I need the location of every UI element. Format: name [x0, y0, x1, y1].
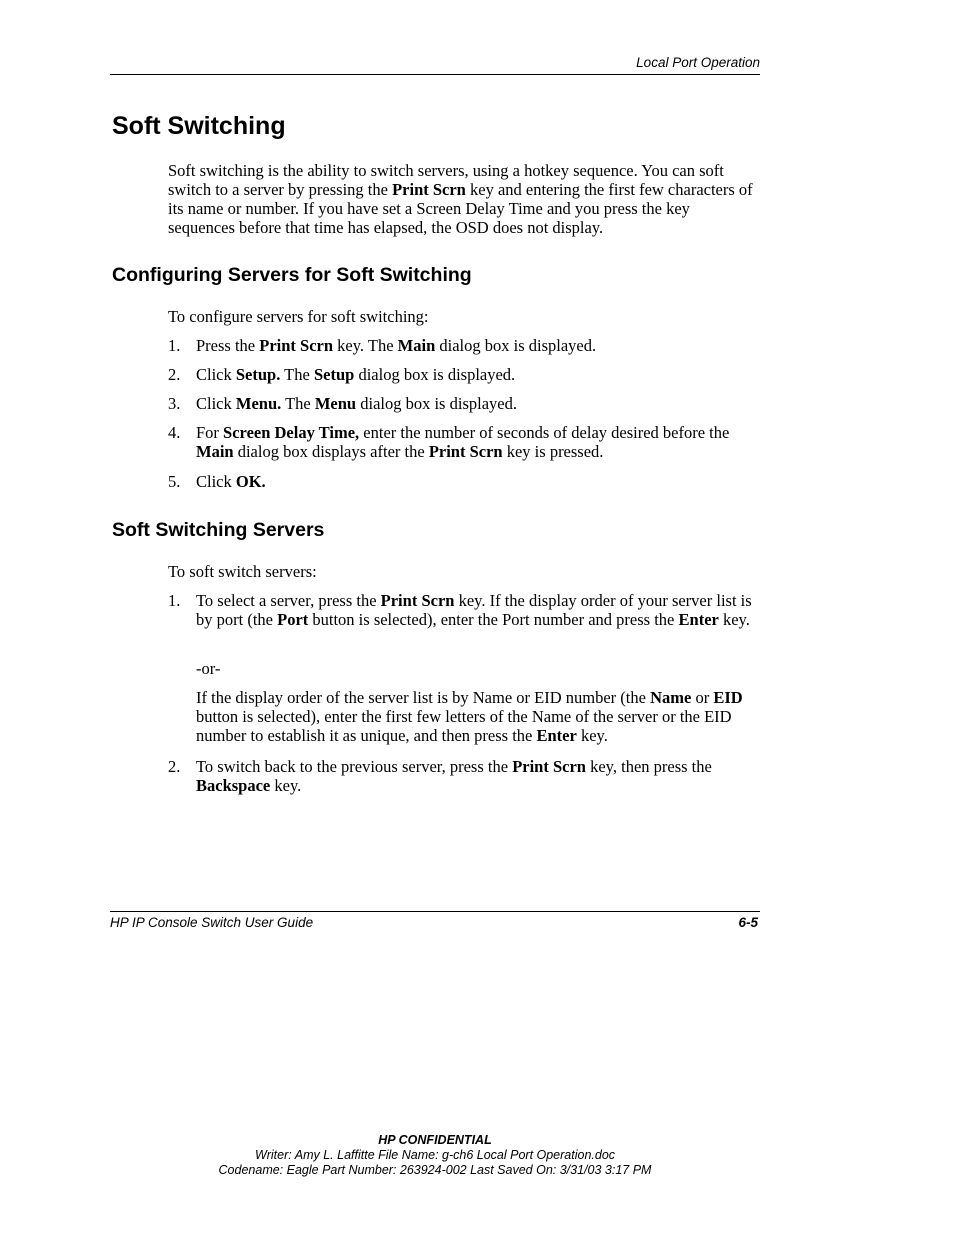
footer-guide-title: HP IP Console Switch User Guide — [110, 915, 314, 930]
configuring-intro: To configure servers for soft switching: — [168, 307, 429, 326]
step-number: 3. — [168, 394, 181, 413]
bold-term: Main — [196, 442, 234, 461]
switching-intro: To soft switch servers: — [168, 562, 317, 581]
section-title: Soft Switching — [112, 112, 286, 140]
step-number: 4. — [168, 423, 181, 442]
configuring-step — [168, 394, 760, 413]
running-footer — [110, 911, 760, 930]
step-number: 5. — [168, 472, 181, 491]
bold-term: Setup. — [235, 365, 281, 384]
bold-term: Setup — [313, 365, 355, 384]
confidential-codename-line: Codename: Eagle Part Number: 263924-002 Last Saved On: 3/31/03 3:17 PM — [218, 1163, 652, 1177]
step-text: Click Setup. The Setup dialog box is displayed. — [196, 365, 516, 384]
bold-term: Menu. — [235, 394, 282, 413]
running-header — [110, 55, 760, 75]
step-number: 2. — [168, 365, 181, 384]
step-alt-text: If the display order of the server list is by Name or EID number (the Name or EID button is selected), enter the first few letters of the Name of the server or the EID number to establish it as unique, and then press the Enter key. — [196, 688, 743, 745]
confidential-label: HP CONFIDENTIAL — [378, 1133, 492, 1147]
switching-step-alt — [168, 688, 760, 745]
configuring-step — [168, 336, 760, 355]
bold-term: Screen Delay Time, — [223, 423, 360, 442]
section-intro: Soft switching is the ability to switch servers, using a hotkey sequence. You can soft switch to a server by pressing the Print Scrn key and entering the first few characters of its name or number. If you have set a Screen Delay Time and you press the key sequences before that time has elapsed, the OSD does not display. — [168, 161, 753, 237]
switching-step-or — [168, 659, 760, 678]
bold-term: Print Scrn — [392, 180, 466, 199]
bold-term: Name — [650, 688, 692, 707]
bold-term: Backspace — [196, 776, 271, 795]
step-text: To switch back to the previous server, press the Print Scrn key, then press the Backspace key. — [196, 757, 712, 795]
step-number: 1. — [168, 336, 181, 355]
bold-term: Menu — [314, 394, 357, 413]
bold-term: Print Scrn — [380, 591, 455, 610]
configuring-step — [168, 423, 760, 461]
switching-heading: Soft Switching Servers — [112, 519, 325, 541]
step-number: 2. — [168, 757, 181, 776]
switching-step — [168, 757, 760, 795]
configuring-heading: Configuring Servers for Soft Switching — [112, 264, 472, 286]
configuring-step — [168, 365, 760, 384]
bold-term: OK. — [235, 472, 266, 491]
bold-term: Port — [277, 610, 309, 629]
confidential-block — [0, 1133, 870, 1178]
bold-term: Print Scrn — [512, 757, 586, 776]
step-text: For Screen Delay Time, enter the number of seconds of delay desired before the Main dialog box displays after the Print Scrn key is pressed. — [196, 423, 730, 461]
bold-term: Enter — [536, 726, 577, 745]
page-number: 6-5 — [738, 915, 758, 930]
or-separator: -or- — [196, 659, 221, 678]
confidential-writer-line: Writer: Amy L. Laffitte File Name: g-ch6 Local Port Operation.doc — [254, 1148, 616, 1162]
step-text: Press the Print Scrn key. The Main dialog box is displayed. — [196, 336, 597, 355]
header-section-title: Local Port Operation — [636, 55, 760, 70]
step-text: Click Menu. The Menu dialog box is displayed. — [196, 394, 517, 413]
bold-term: Print Scrn — [259, 336, 334, 355]
step-text: Click OK. — [196, 472, 266, 491]
configuring-step — [168, 472, 760, 491]
step-text: To select a server, press the Print Scrn key. If the display order of your server list is by port (the Port button is selected), enter the Port number and press the Enter key. — [196, 591, 752, 629]
bold-term: EID — [713, 688, 743, 707]
bold-term: Print Scrn — [428, 442, 503, 461]
step-number: 1. — [168, 591, 181, 610]
switching-step — [168, 591, 760, 629]
bold-term: Main — [397, 336, 436, 355]
bold-term: Enter — [678, 610, 719, 629]
